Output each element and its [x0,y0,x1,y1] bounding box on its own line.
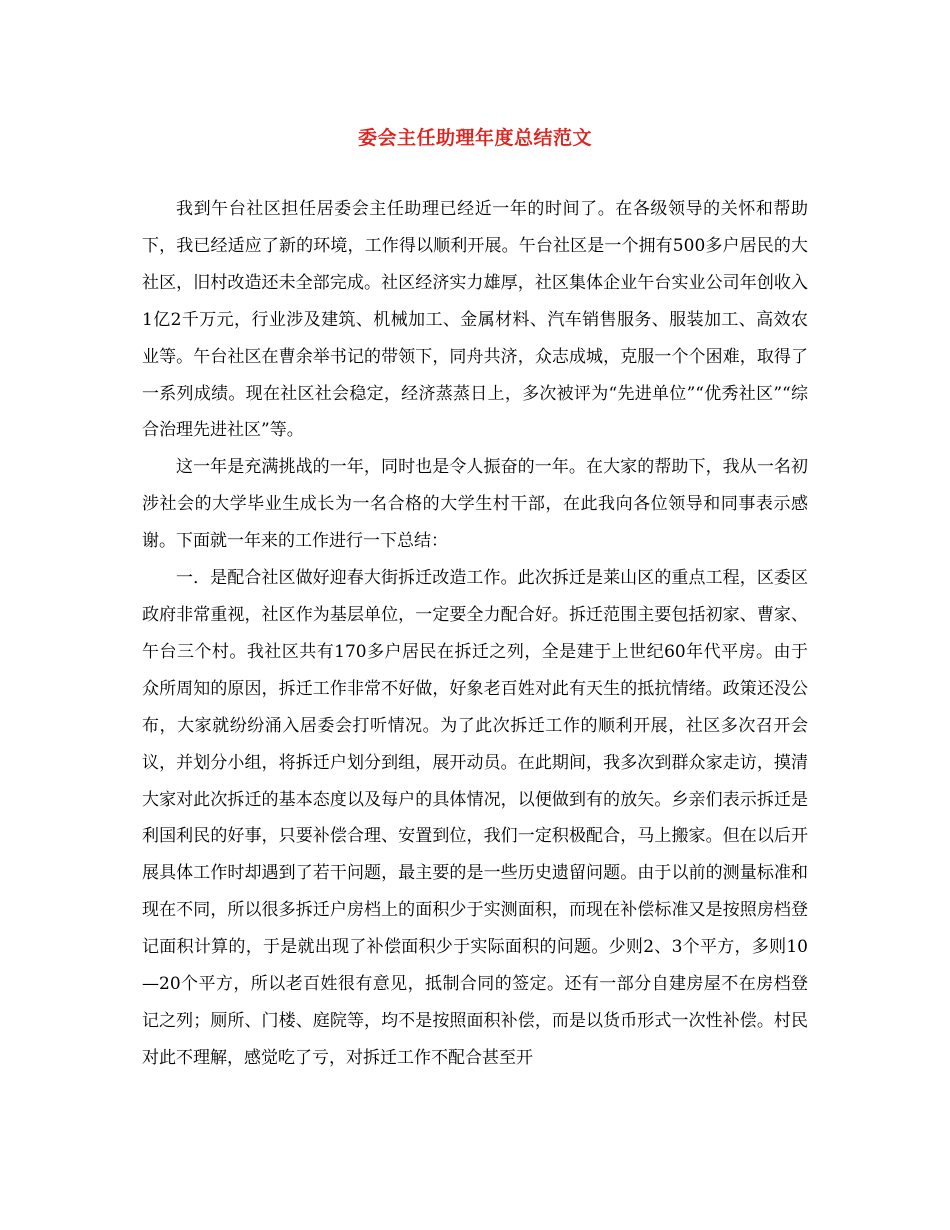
document-body [142,191,808,1077]
document-title: 委会主任助理年度总结范文 [357,127,592,149]
paragraph-thanks: 这一年是充满挑战的一年，同时也是令人振奋的一年。在大家的帮助下，我从一名初涉社会的大学毕业生成长为一名合格的大学生村干部，在此我向各位领导和同事表示感谢。下面就一年来的工作进行一下总结： [142,457,808,552]
paragraph-demolition-work: 一．是配合社区做好迎春大街拆迁改造工作。此次拆迁是莱山区的重点工程，区委区政府非常重视，社区作为基层单位，一定要全力配合好。拆迁范围主要包括初家、曹家、午台三个村。我社区共有170多户居民在拆迁之列，全是建于上世纪60年代平房。由于众所周知的原因，拆迁工作非常不好做，好象老百姓对此有天生的抵抗情绪。政策还没公布，大家就纷纷涌入居委会打听情况。为了此次拆迁工作的顺利开展，社区多次召开会议，并划分小组，将拆迁户划分到组，展开动员。在此期间，我多次到群众家走访，摸清大家对此次拆迁的基本态度以及每户的具体情况，以便做到有的放矢。乡亲们表示拆迁是利国利民的好事，只要补偿合理、安置到位，我们一定积极配合，马上搬家。但在以后开展具体工作时却遇到了若干问题，最主要的是一些历史遗留问题。由于以前的测量标准和现在不同，所以很多拆迁户房档上的面积少于实测面积，而现在补偿标准又是按照房档登记面积计算的，于是就出现了补偿面积少于实际面积的问题。少则2、3个平方，多则10—20个平方，所以老百姓很有意见，抵制合同的签定。还有一部分自建房屋不在房档登记之列；厕所、门楼、庭院等，均不是按照面积补偿，而是以货币形式一次性补偿。村民对此不理解，感觉吃了亏，对拆迁工作不配合甚至开 [142,568,808,1068]
paragraph-intro: 我到午台社区担任居委会主任助理已经近一年的时间了。在各级领导的关怀和帮助下，我已经适应了新的环境，工作得以顺利开展。午台社区是一个拥有500多户居民的大社区，旧村改造还未全部完成。社区经济实力雄厚，社区集体企业午台实业公司年创收入1亿2千万元，行业涉及建筑、机械加工、金属材料、汽车销售服务、服装加工、高效农业等。午台社区在曹余举书记的带领下，同舟共济，众志成城，克服一个个困难，取得了一系列成绩。现在社区社会稳定，经济蒸蒸日上，多次被评为“先进单位”“优秀社区”“综合治理先进社区”等。 [142,199,808,441]
